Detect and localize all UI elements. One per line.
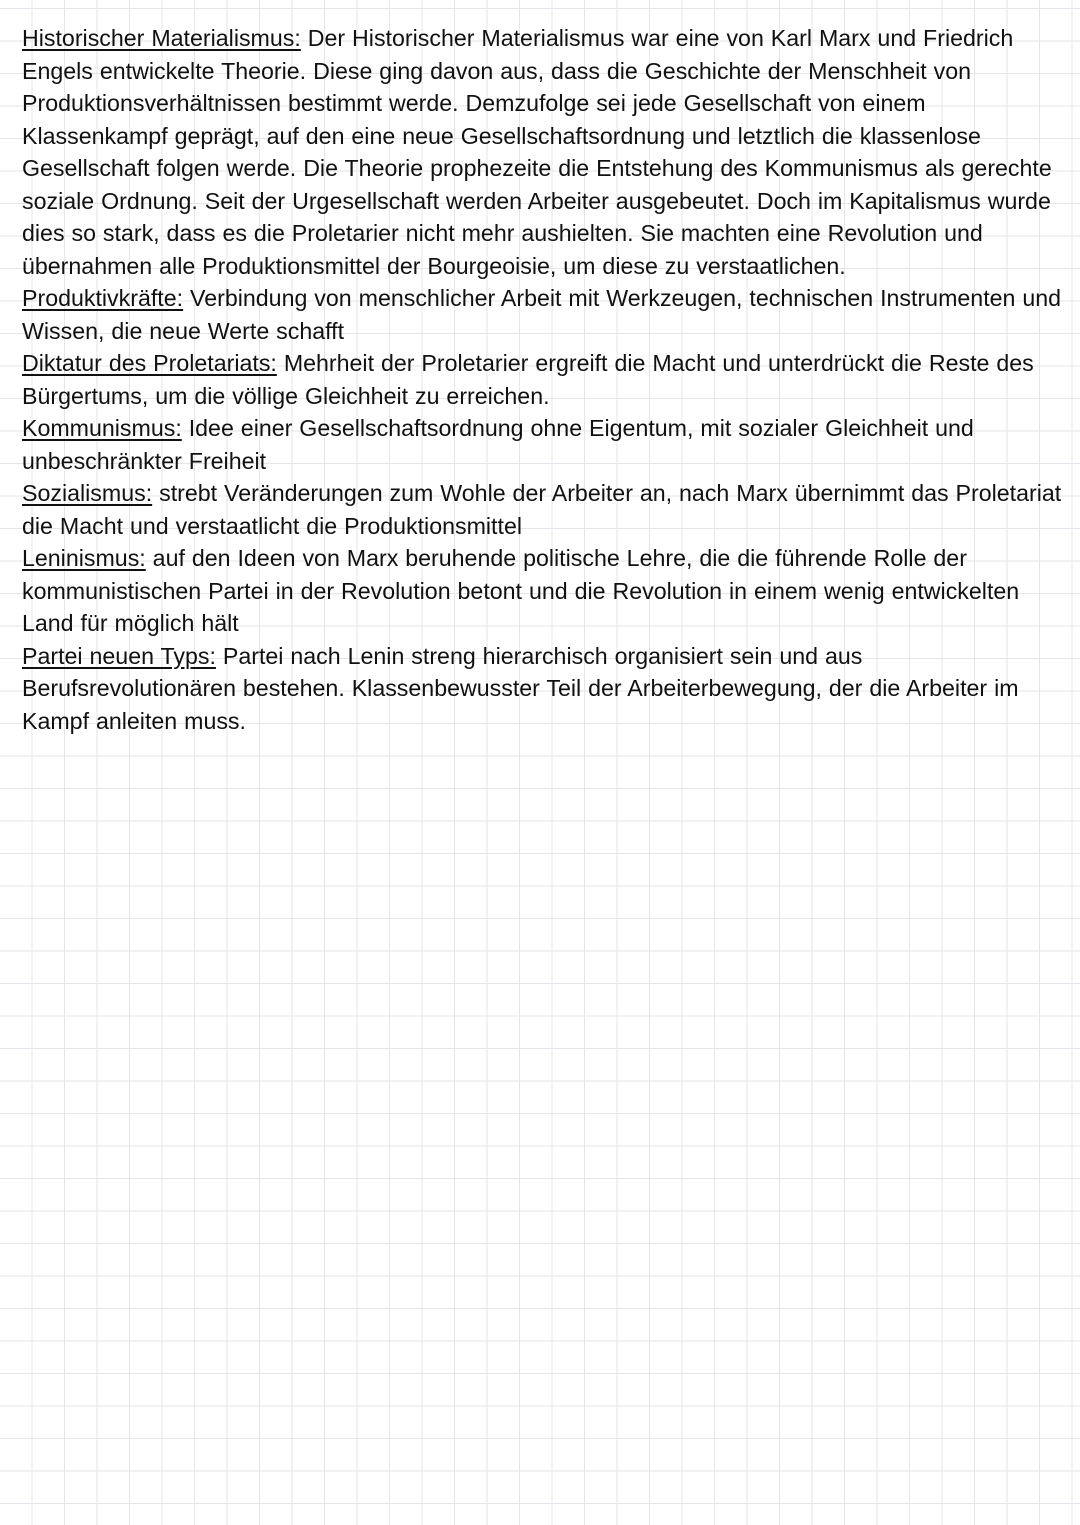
entry-kommunismus [22,412,1062,477]
definition-produktivkraefte: Verbindung von menschlicher Arbeit mit Werkzeugen, technischen Instrumenten und Wissen, die neue Werte schafft [22,285,1062,344]
entry-partei-neuen-typs [22,640,1062,738]
entry-diktatur-des-proletariats [22,347,1062,412]
definition-sozialismus: strebt Veränderungen zum Wohle der Arbeiter an, nach Marx übernimmt das Proletariat die Macht und verstaatlicht die Produktionsmittel [22,480,1062,539]
term-sozialismus: Sozialismus: [22,480,153,506]
term-diktatur-des-proletariats: Diktatur des Proletariats: [22,350,277,376]
term-partei-neuen-typs: Partei neuen Typs: [22,642,216,669]
term-produktivkraefte: Produktivkräfte: [22,285,184,311]
entry-historischer-materialismus [22,22,1062,282]
definition-historischer-materialismus: Der Historischer Materialismus war eine von Karl Marx und Friedrich Engels entwickelte Theorie. Diese ging davon aus, dass die Geschichte der Menschheit von Produktionsverhältnissen bestimmt werde. Demzufolge sei jede Gesellschaft von einem Klassenkampf geprägt, auf den eine neue Gesellschaftsordnung und letztlich die klassenlose Gesellschaft folgen werde. Die Theorie prophezeite die Entstehung des Kommunismus als gerechte soziale Ordnung. Seit der Urgesellschaft werden Arbeiter ausgebeutet. Doch im Kapitalismus wurde dies so stark, dass es die Proletarier nicht mehr aushielten. Sie machten eine Revolution und übernahmen alle Produktionsmittel der Bourgeoisie, um diese zu verstaatlichen. [22,25,1052,279]
term-leninismus: Leninismus: [22,545,146,571]
entry-sozialismus [22,477,1062,542]
term-historischer-materialismus: Historischer Materialismus: [22,25,301,51]
term-kommunismus: Kommunismus: [22,415,182,441]
definition-diktatur-des-proletariats: Mehrheit der Proletarier ergreift die Macht und unterdrückt die Reste des Bürgertums, um die völlige Gleichheit zu erreichen. [22,350,1034,409]
entry-produktivkraefte [22,282,1062,347]
definition-partei-neuen-typs: Partei nach Lenin streng hierarchisch organisiert sein und aus Berufsrevolutionären bestehen. Klassenbewusster Teil der Arbeiterbewegung, der die Arbeiter im Kampf anleiten muss. [22,642,1019,734]
entry-leninismus [22,542,1062,640]
definition-leninismus: auf den Ideen von Marx beruhende politische Lehre, die die führende Rolle der kommunistischen Partei in der Revolution betont und die Revolution in einem wenig entwickelten Land für möglich hält [22,545,1020,636]
definition-kommunismus: Idee einer Gesellschaftsordnung ohne Eigentum, mit sozialer Gleichheit und unbeschränkter Freiheit [22,415,974,474]
glossary-notes [22,22,1062,737]
